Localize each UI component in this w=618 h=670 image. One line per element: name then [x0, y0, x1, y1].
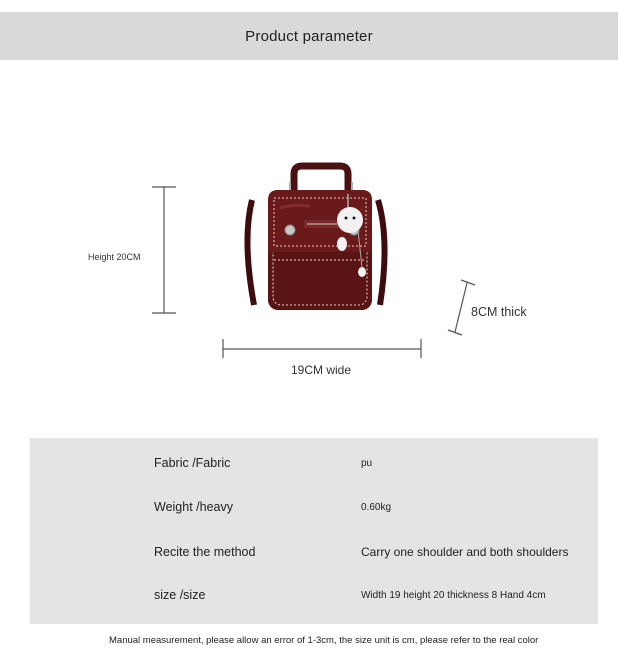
height-ruler	[152, 187, 176, 313]
thickness-label: 8CM thick	[471, 305, 527, 319]
param-row-weight	[30, 492, 598, 522]
header-bar	[0, 12, 618, 60]
param-value: 0.60kg	[361, 502, 392, 513]
param-key: Fabric /Fabric	[154, 456, 231, 470]
param-key: Recite the method	[154, 545, 256, 559]
width-label: 19CM wide	[291, 363, 352, 377]
height-label: Height 20CM	[88, 252, 141, 262]
param-value: Width 19 height 20 thickness 8 Hand 4cm	[361, 590, 546, 601]
param-value: pu	[361, 458, 373, 469]
footnote: Manual measurement, please allow an error of 1-3cm, the size unit is cm, please refer to the real color	[109, 635, 539, 646]
param-row-fabric	[30, 448, 598, 478]
param-row-method	[30, 537, 598, 567]
param-value: Carry one shoulder and both shoulders	[361, 545, 569, 559]
parameter-table	[30, 438, 598, 624]
param-key: size /size	[154, 588, 206, 602]
width-ruler	[223, 339, 421, 358]
page-title: Product parameter	[245, 27, 373, 45]
product-image	[230, 160, 400, 320]
param-key: Weight /heavy	[154, 500, 233, 514]
param-row-size	[30, 580, 598, 610]
